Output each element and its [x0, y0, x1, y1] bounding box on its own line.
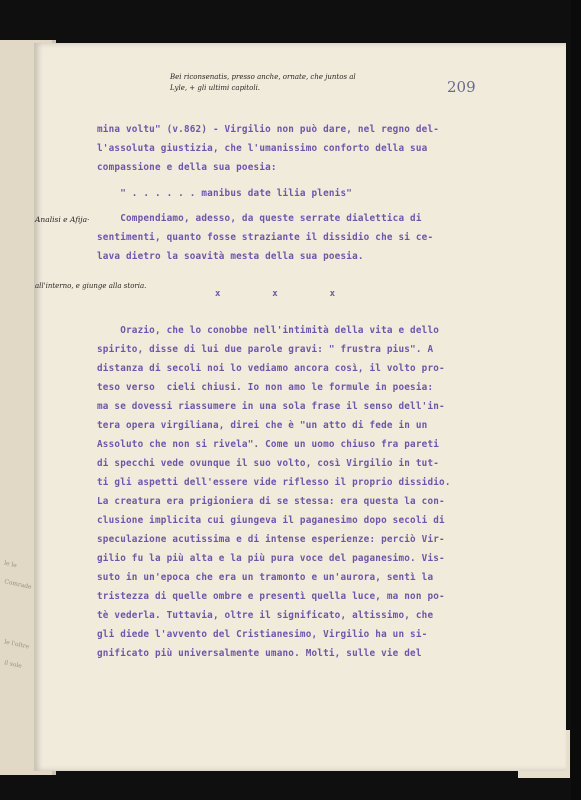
quote-line: " . . . . . . manibus date lilia plenis": [97, 188, 353, 199]
text-line: tè vederla. Tuttavia, oltre il significato, altissimo, che: [97, 610, 434, 621]
text-line: La creatura era prigioniera di se stessa: era questa la con-: [97, 496, 445, 507]
text-line: l'assoluta giustizia, che l'umanissimo conforto della sua: [97, 143, 428, 154]
text-line: compassione e della sua poesia:: [97, 162, 277, 173]
text-line: spirito, disse di lui due parole gravi: " frustra pius". A: [97, 344, 434, 355]
scan-border: [571, 0, 581, 800]
text-line: speculazione acutissima e di intense esperienze: perciò Vir-: [97, 534, 445, 545]
handwritten-line: Lyle, + gli ultimi capitoli.: [170, 84, 261, 92]
page-number: 209: [447, 78, 476, 96]
separator-mark: x: [272, 289, 278, 299]
facing-page-note: il sole: [3, 659, 23, 670]
text-line: clusione implicita cui giungeva il paganesimo dopo secoli di: [97, 515, 445, 526]
text-line: suto in un'epoca che era un tramonto e un'aurora, sentì la: [97, 572, 434, 583]
text-line: Compendiamo, adesso, da queste serrate dialettica di: [97, 213, 422, 224]
text-line: Assoluto che non si rivela". Come un uomo chiuso fra pareti: [97, 439, 440, 450]
facing-page-note: Comrade: [3, 578, 33, 591]
text-line: mina voltu" (v.862) - Virgilio non può dare, nel regno del-: [97, 124, 440, 135]
text-line: ti gli aspetti dell'essere vide riflesso il proprio dissidio.: [97, 477, 451, 488]
text-line: gli diede l'avvento del Cristianesimo, Virgilio ha un si-: [97, 629, 428, 640]
text-line: tera opera virgiliana, direi che è "un atto di fede in un: [97, 420, 428, 431]
facing-page-note: le le: [3, 559, 18, 570]
facing-page-note: le l'oltre: [3, 638, 30, 651]
text-line: di specchi vede ovunque il suo volto, così Virgilio in tut-: [97, 458, 440, 469]
section-separator: [215, 289, 335, 299]
text-line: teso verso cieli chiusi. Io non amo le formule in poesia:: [97, 382, 434, 393]
text-line: lava dietro la soavità mesta della sua poesia.: [97, 251, 364, 262]
handwritten-line: Bei riconsenatis, presso anche, ornate, che juntos al: [170, 73, 356, 81]
text-line: Orazio, che lo conobbe nell'intimità della vita e dello: [97, 325, 440, 336]
margin-note: Analisi e Afija·: [35, 215, 90, 224]
text-line: gilio fu la più alta e la più pura voce del paganesimo. Vis-: [97, 553, 445, 564]
text-line: tristezza di quelle ombre e presentì quella luce, ma non po-: [97, 591, 445, 602]
separator-mark: x: [215, 289, 221, 299]
text-line: sentimenti, quanto fosse straziante il dissidio che si ce-: [97, 232, 434, 243]
text-line: gnificato più universalmente umano. Molti, sulle vie del: [97, 648, 422, 659]
text-line: distanza di secoli noi lo vediamo ancora così, il volto pro-: [97, 363, 445, 374]
text-line: ma se dovessi riassumere in una sola frase il senso dell'in-: [97, 401, 445, 412]
handwritten-annotation-top: [170, 72, 430, 94]
margin-note: all'interno, e giunge alla storia.: [35, 282, 147, 290]
separator-mark: x: [329, 289, 335, 299]
